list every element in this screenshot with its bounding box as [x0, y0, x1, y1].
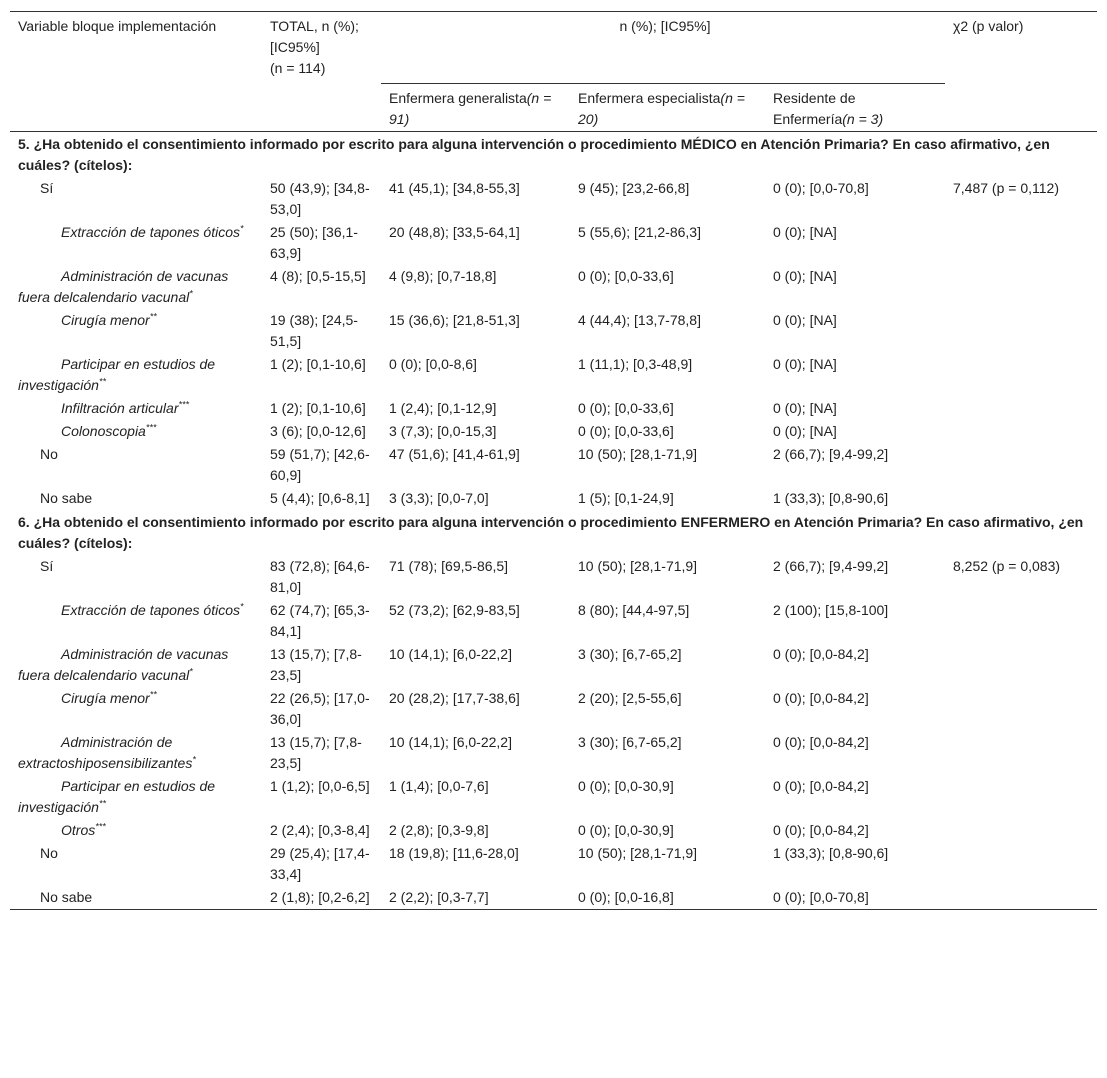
cell-especialista: 0 (0); [0,0-33,6] [578, 400, 674, 416]
table-row [10, 487, 1097, 510]
row-label: Cirugía menor** [61, 689, 157, 706]
cell-especialista: 9 (45); [23,2-66,8] [578, 180, 690, 196]
table-row [10, 177, 1097, 221]
row-label: Participar en estudios de investigación** [18, 778, 216, 815]
row-label: No sabe [40, 490, 93, 506]
cell-total: 3 (6); [0,0-12,6] [270, 423, 366, 439]
cell-generalista: 10 (14,1); [6,0-22,2] [389, 646, 512, 662]
cell-residente: 0 (0); [0,0-84,2] [773, 734, 869, 750]
cell-residente: 0 (0); [NA] [773, 423, 837, 439]
header-residente: Residente de Enfermería(n = 3) [773, 90, 884, 127]
section-title-row [10, 510, 1097, 555]
cell-chi: 8,252 (p = 0,083) [953, 558, 1061, 574]
footnote-mark: *** [95, 821, 106, 832]
cell-chi [945, 886, 1097, 910]
cell-chi [945, 353, 1097, 397]
cell-total: 1 (1,2); [0,0-6,5] [270, 778, 370, 794]
cell-residente: 0 (0); [NA] [773, 400, 837, 416]
row-label: Otros*** [61, 821, 106, 838]
cell-generalista: 20 (28,2); [17,7-38,6] [389, 690, 520, 706]
cell-chi [945, 842, 1097, 886]
table-row [10, 886, 1097, 910]
cell-total: 83 (72,8); [64,6-81,0] [270, 558, 370, 595]
cell-especialista: 0 (0); [0,0-30,9] [578, 778, 674, 794]
row-label: Extracción de tapones óticos* [61, 223, 244, 240]
cell-total: 13 (15,7); [7,8-23,5] [270, 646, 362, 683]
table-body [10, 132, 1097, 910]
table-row [10, 397, 1097, 420]
cell-chi [945, 265, 1097, 309]
table-row [10, 221, 1097, 265]
row-label: Administración de vacunas fuera delcalendario vacunal* [18, 646, 229, 683]
cell-residente: 0 (0); [0,0-84,2] [773, 822, 869, 838]
cell-generalista: 10 (14,1); [6,0-22,2] [389, 734, 512, 750]
cell-residente: 2 (66,7); [9,4-99,2] [773, 446, 889, 462]
footnote-mark: ** [149, 689, 157, 700]
results-table [10, 11, 1097, 910]
section-title: 6. ¿Ha obtenido el consentimiento informado por escrito para alguna intervención o procedimiento ENFERMERO en Atención Primaria? En caso afirmativo, ¿en cuáles? (cítelos): [18, 514, 1084, 551]
header-total [262, 12, 381, 132]
row-label: No [40, 845, 58, 861]
cell-chi [945, 819, 1097, 842]
table-header [10, 12, 1097, 132]
footnote-mark: *** [178, 399, 190, 410]
cell-generalista: 3 (3,3); [0,0-7,0] [389, 490, 489, 506]
cell-generalista: 15 (36,6); [21,8-51,3] [389, 312, 520, 328]
cell-chi [945, 775, 1097, 819]
row-label: Sí [40, 558, 54, 574]
cell-residente: 1 (33,3); [0,8-90,6] [773, 490, 889, 506]
footnote-mark: *** [145, 422, 157, 433]
cell-total: 50 (43,9); [34,8-53,0] [270, 180, 370, 217]
row-label: Participar en estudios de investigación** [18, 356, 216, 393]
cell-total: 5 (4,4); [0,6-8,1] [270, 490, 370, 506]
cell-total: 1 (2); [0,1-10,6] [270, 400, 366, 416]
cell-total: 25 (50); [36,1-63,9] [270, 224, 358, 261]
cell-generalista: 1 (1,4); [0,0-7,6] [389, 778, 489, 794]
header-variable: Variable bloque implementación [18, 18, 217, 34]
cell-chi [945, 420, 1097, 443]
row-label: Cirugía menor** [61, 311, 157, 328]
cell-residente: 0 (0); [0,0-70,8] [773, 180, 869, 196]
footnote-mark: ** [98, 798, 106, 809]
cell-especialista: 1 (11,1); [0,3-48,9] [578, 356, 693, 372]
cell-residente: 0 (0); [0,0-70,8] [773, 889, 869, 905]
cell-especialista: 3 (30); [6,7-65,2] [578, 646, 682, 662]
table-row [10, 687, 1097, 731]
table-row [10, 731, 1097, 775]
cell-chi: 7,487 (p = 0,112) [953, 180, 1059, 196]
table-row [10, 309, 1097, 353]
table-row [10, 420, 1097, 443]
section-title: 5. ¿Ha obtenido el consentimiento informado por escrito para alguna intervención o procedimiento MÉDICO en Atención Primaria? En caso afirmativo, ¿en cuáles? (cítelos): [18, 136, 1050, 173]
cell-residente: 0 (0); [0,0-84,2] [773, 646, 869, 662]
cell-generalista: 47 (51,6); [41,4-61,9] [389, 446, 520, 462]
cell-total: 62 (74,7); [65,3-84,1] [270, 602, 370, 639]
footnote-mark: * [240, 601, 244, 612]
cell-especialista: 10 (50); [28,1-71,9] [578, 845, 698, 861]
footnote-mark: * [189, 288, 193, 299]
footnote-mark: * [189, 666, 193, 677]
cell-residente: 2 (66,7); [9,4-99,2] [773, 558, 889, 574]
cell-generalista: 1 (2,4); [0,1-12,9] [389, 400, 497, 416]
row-label: No sabe [40, 889, 93, 905]
cell-chi [945, 687, 1097, 731]
cell-total: 22 (26,5); [17,0-36,0] [270, 690, 370, 727]
cell-generalista: 20 (48,8); [33,5-64,1] [389, 224, 520, 240]
cell-especialista: 2 (20); [2,5-55,6] [578, 690, 682, 706]
cell-total: 29 (25,4); [17,4-33,4] [270, 845, 370, 882]
cell-generalista: 2 (2,2); [0,3-7,7] [389, 889, 489, 905]
table-row [10, 599, 1097, 643]
table-row [10, 819, 1097, 842]
table-row [10, 265, 1097, 309]
cell-total: 2 (1,8); [0,2-6,2] [270, 889, 370, 905]
header-generalista: Enfermera generalista(n = 91) [389, 90, 552, 127]
row-label: No [40, 446, 58, 462]
cell-generalista: 4 (9,8); [0,7-18,8] [389, 268, 497, 284]
cell-generalista: 52 (73,2); [62,9-83,5] [389, 602, 520, 618]
cell-especialista: 0 (0); [0,0-33,6] [578, 268, 674, 284]
footnote-mark: * [240, 223, 244, 234]
footnote-mark: ** [149, 311, 157, 322]
cell-residente: 0 (0); [NA] [773, 224, 837, 240]
cell-chi [945, 731, 1097, 775]
cell-chi [945, 599, 1097, 643]
cell-generalista: 41 (45,1); [34,8-55,3] [389, 180, 520, 196]
header-especialista: Enfermera especialista(n = 20) [578, 90, 745, 127]
table-row [10, 443, 1097, 487]
table-row [10, 555, 1097, 599]
cell-especialista: 10 (50); [28,1-71,9] [578, 446, 698, 462]
cell-total: 19 (38); [24,5-51,5] [270, 312, 358, 349]
table-row [10, 842, 1097, 886]
cell-chi [945, 487, 1097, 510]
cell-chi [945, 643, 1097, 687]
cell-generalista: 3 (7,3); [0,0-15,3] [389, 423, 497, 439]
cell-residente: 0 (0); [0,0-84,2] [773, 690, 869, 706]
cell-total: 59 (51,7); [42,6-60,9] [270, 446, 370, 483]
cell-residente: 1 (33,3); [0,8-90,6] [773, 845, 889, 861]
cell-especialista: 0 (0); [0,0-16,8] [578, 889, 674, 905]
cell-generalista: 0 (0); [0,0-8,6] [389, 356, 477, 372]
cell-residente: 0 (0); [NA] [773, 268, 837, 284]
cell-especialista: 0 (0); [0,0-33,6] [578, 423, 674, 439]
cell-especialista: 3 (30); [6,7-65,2] [578, 734, 682, 750]
cell-residente: 0 (0); [0,0-84,2] [773, 778, 869, 794]
row-label: Administración de vacunas fuera delcalendario vacunal* [18, 268, 229, 305]
cell-residente: 2 (100); [15,8-100] [773, 602, 889, 618]
results-table-container [10, 11, 1097, 910]
row-label: Sí [40, 180, 54, 196]
row-label: Extracción de tapones óticos* [61, 601, 244, 618]
table-row [10, 775, 1097, 819]
footnote-mark: ** [98, 376, 106, 387]
table-row [10, 353, 1097, 397]
cell-residente: 0 (0); [NA] [773, 312, 837, 328]
header-total-n: (n = 114) [270, 60, 326, 76]
cell-chi [945, 443, 1097, 487]
cell-generalista: 71 (78); [69,5-86,5] [389, 558, 509, 574]
cell-especialista: 8 (80); [44,4-97,5] [578, 602, 690, 618]
footnote-mark: * [192, 754, 196, 765]
row-label: Colonoscopia*** [61, 422, 157, 439]
table-row [10, 643, 1097, 687]
header-total-label: TOTAL, n (%); [IC95%] [270, 18, 359, 55]
cell-total: 13 (15,7); [7,8-23,5] [270, 734, 362, 771]
cell-chi [945, 397, 1097, 420]
section-title-row [10, 132, 1097, 178]
header-chi: χ2 (p valor) [953, 18, 1024, 34]
row-label: Administración de extractoshiposensibilizantes* [18, 734, 196, 771]
cell-generalista: 18 (19,8); [11,6-28,0] [389, 845, 519, 861]
cell-especialista: 10 (50); [28,1-71,9] [578, 558, 698, 574]
cell-total: 4 (8); [0,5-15,5] [270, 268, 366, 284]
header-group: n (%); [IC95%] [381, 12, 945, 84]
cell-especialista: 0 (0); [0,0-30,9] [578, 822, 674, 838]
cell-especialista: 1 (5); [0,1-24,9] [578, 490, 674, 506]
cell-residente: 0 (0); [NA] [773, 356, 837, 372]
cell-especialista: 4 (44,4); [13,7-78,8] [578, 312, 701, 328]
cell-especialista: 5 (55,6); [21,2-86,3] [578, 224, 701, 240]
cell-chi [945, 221, 1097, 265]
cell-generalista: 2 (2,8); [0,3-9,8] [389, 822, 489, 838]
row-label: Infiltración articular*** [61, 399, 190, 416]
cell-chi [945, 309, 1097, 353]
cell-total: 1 (2); [0,1-10,6] [270, 356, 366, 372]
cell-total: 2 (2,4); [0,3-8,4] [270, 822, 370, 838]
